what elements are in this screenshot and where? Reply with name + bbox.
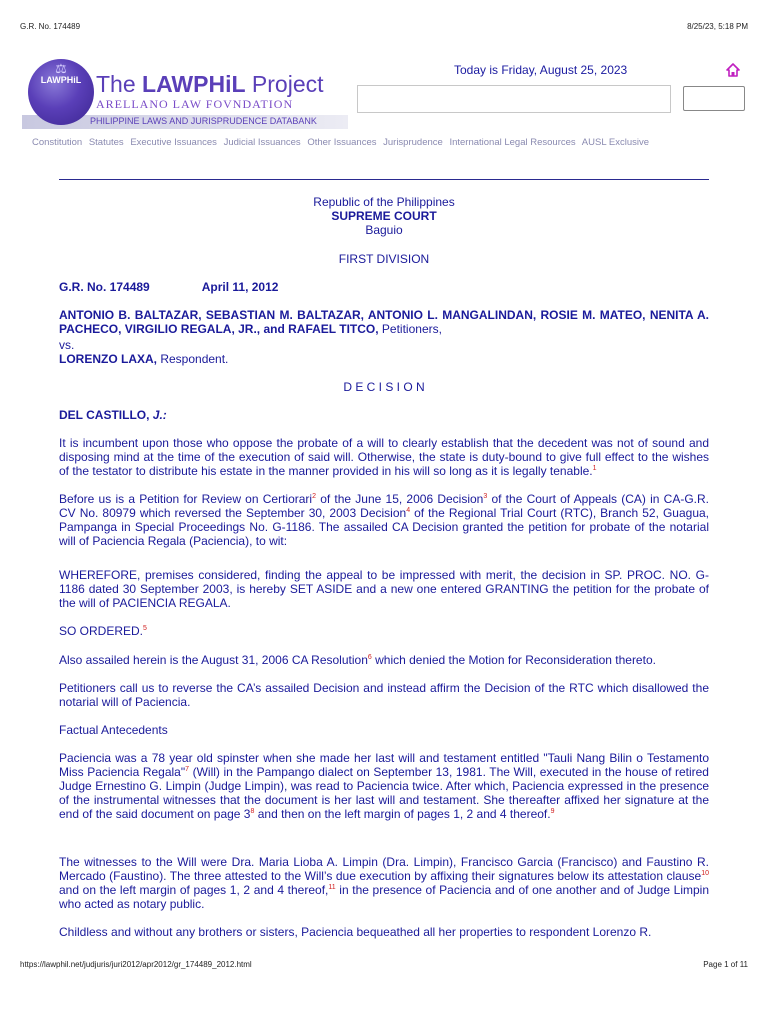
nav-item-executive-issuances[interactable]: Executive Issuances xyxy=(130,137,217,148)
section-heading-factual-antecedents: Factual Antecedents xyxy=(59,723,168,737)
paragraph-8 xyxy=(59,751,709,821)
footnote-ref-10[interactable]: 10 xyxy=(701,870,709,877)
print-header-title: G.R. No. 174489 xyxy=(20,22,81,31)
logo-subtitle: ARELLANO LAW FOVNDATION xyxy=(96,97,294,111)
paragraph-4 xyxy=(59,624,709,638)
paragraph-5-text-b: which denied the Motion for Reconsideration thereto. xyxy=(371,653,656,667)
paragraph-2-text-b: of the June 15, 2006 Decision xyxy=(316,492,484,506)
petitioners-names: ANTONIO B. BALTAZAR, SEBASTIAN M. BALTAZAR, ANTONIO L. MANGALINDAN, ROSIE M. MATEO, NENITA A. PACHECO, VIRGILIO REGALA, JR., and RAFAEL TITCO, xyxy=(59,308,709,336)
paragraph-1-text: It is incumbent upon those who oppose the probate of a will to clearly establish that the decedent was not of sound and disposing mind at the time of the execution of said will. Otherwise, the state is duty-bound to give full effect to the wishes of the testator to distribute his estate in the manner provided in his will so long as it is legally tenable. xyxy=(59,436,709,478)
scales-icon: ⚖ xyxy=(55,61,67,76)
petitioners-block xyxy=(59,308,709,336)
nav-item-other-issuances[interactable]: Other Issuances xyxy=(307,137,377,148)
footnote-ref-1[interactable]: 1 xyxy=(592,465,597,472)
print-header-datetime: 8/25/23, 5:18 PM xyxy=(687,22,748,31)
paragraph-3: WHEREFORE, premises considered, finding the appeal to be impressed with merit, the decision in SP. PROC. NO. G-1186 dated 30 September 2003, is hereby SET ASIDE and a new one entered GRANTING the petition for the probate of the will of PACIENCIA REGALA. xyxy=(59,568,709,610)
footnote-ref-6[interactable]: 6 xyxy=(367,654,372,661)
petitioners-role: Petitioners, xyxy=(378,322,442,336)
paragraph-8-text-b: (Will) in the Pampango dialect on September 13, 1981. The Will, executed in the house of retired Judge Ernestino G. Limpin (Judge Limpin), was read to Paciencia twice. After which, Paciencia expressed in the presence of the instrumental witnesses that the document is her last will and testament. She thereafter affixed her signature at the end of the said document on page 3 xyxy=(59,765,709,821)
paragraph-9-text-a: The witnesses to the Will were Dra. Maria Lioba A. Limpin (Dra. Limpin), Francisco Garcia (Francisco) and Faustino R. Mercado (Faustino). The three attested to the Will’s due execution by affixing their signatures below its attestation clause xyxy=(59,855,709,883)
paragraph-9-text-b: and on the left margin of pages 1, 2 and 4 thereof, xyxy=(59,883,329,897)
logo-title-post: Project xyxy=(245,71,324,97)
paragraph-4-text: SO ORDERED. xyxy=(59,624,144,638)
home-icon[interactable] xyxy=(726,63,740,77)
header-divider xyxy=(59,179,709,180)
respondent-name: LORENZO LAXA, xyxy=(59,352,157,366)
court-heading xyxy=(59,195,709,237)
footnote-ref-7[interactable]: 7 xyxy=(185,766,190,773)
nav-item-statutes[interactable]: Statutes xyxy=(88,137,124,148)
footnote-ref-9[interactable]: 9 xyxy=(550,808,555,815)
paragraph-8-text-c: and then on the left margin of pages 1, 2 and 4 thereof. xyxy=(254,807,551,821)
ponente-title: J.: xyxy=(149,408,167,422)
nav-item-constitution[interactable]: Constitution xyxy=(32,137,83,148)
logo-title xyxy=(96,71,324,98)
paragraph-9 xyxy=(59,855,709,911)
logo-title-bold: LAWPHiL xyxy=(142,71,246,97)
paragraph-6: Petitioners call us to reverse the CA’s assailed Decision and instead affirm the Decision of the RTC which disallowed the notarial will of Paciencia. xyxy=(59,681,709,709)
paragraph-8-text-a: Paciencia was a 78 year old spinster when she made her last will and testament entitled "Tauli Nang Bilin o Testamento Miss Paciencia Regala" xyxy=(59,751,709,779)
republic-line: Republic of the Philippines xyxy=(313,195,455,209)
paragraph-5 xyxy=(59,653,709,667)
versus: vs. xyxy=(59,338,75,352)
seal-icon xyxy=(28,59,94,125)
gr-number: G.R. No. 174489 xyxy=(59,280,150,294)
division-line: FIRST DIVISION xyxy=(338,252,430,266)
case-date: April 11, 2012 xyxy=(201,280,279,294)
paragraph-9-text-c: in the presence of Paciencia and of one another and of Judge Limpin who acted as notary public. xyxy=(59,883,710,911)
case-line xyxy=(59,280,709,294)
logo-title-pre: The xyxy=(96,71,143,97)
nav-item-judicial-issuances[interactable]: Judicial Issuances xyxy=(223,137,301,148)
print-footer-page: Page 1 of 11 xyxy=(703,960,748,969)
decision-heading: D E C I S I O N xyxy=(343,380,425,394)
paragraph-2-text-d: of the Regional Trial Court (RTC), Branch 52, Guagua, Pampanga in Special Proceedings No. G-1186. The assailed CA Decision granted the petition for probate of the notarial will of Paciencia Regala (Paciencia), to wit: xyxy=(59,506,709,548)
print-footer-url[interactable]: https://lawphil.net/judjuris/juri2012/apr2012/gr_174489_2012.html xyxy=(20,960,252,969)
today-date: Today is Friday, August 25, 2023 xyxy=(454,63,628,77)
nav-item-jurisprudence[interactable]: Jurisprudence xyxy=(383,137,443,148)
search-input[interactable] xyxy=(357,85,671,113)
lawphil-logo[interactable] xyxy=(22,55,348,135)
main-nav xyxy=(32,137,653,148)
respondent-role: Respondent. xyxy=(157,352,229,366)
nav-item-ausl-exclusive[interactable]: AUSL Exclusive xyxy=(581,137,650,148)
footnote-ref-4[interactable]: 4 xyxy=(406,507,411,514)
seal-text: LAWPHiL xyxy=(40,75,82,85)
nav-item-international-legal-resources[interactable]: International Legal Resources xyxy=(449,137,576,148)
paragraph-1 xyxy=(59,436,709,478)
court-name: SUPREME COURT xyxy=(331,209,437,223)
paragraph-10: Childless and without any brothers or sisters, Paciencia bequeathed all her properties to respondent Lorenzo R. xyxy=(59,925,652,939)
footnote-ref-11[interactable]: 11 xyxy=(328,884,336,891)
print-header xyxy=(20,22,748,31)
search-button[interactable] xyxy=(683,86,745,111)
court-city: Baguio xyxy=(365,223,403,237)
ponente-line xyxy=(59,408,709,422)
footnote-ref-3[interactable]: 3 xyxy=(483,493,488,500)
logo-band-text: PHILIPPINE LAWS AND JURISPRUDENCE DATABANK xyxy=(90,116,317,126)
print-footer xyxy=(20,960,748,969)
paragraph-2-text-c: of the Court of Appeals (CA) in CA-G.R. CV No. 80979 which reversed the September 30, 2003 Decision xyxy=(59,492,709,520)
footnote-ref-2[interactable]: 2 xyxy=(312,493,316,500)
paragraph-2-text-a: Before us is a Petition for Review on Certiorari xyxy=(59,492,313,506)
paragraph-5-text-a: Also assailed herein is the August 31, 2006 CA Resolution xyxy=(59,653,368,667)
paragraph-2 xyxy=(59,492,709,548)
respondent-line xyxy=(59,352,709,366)
footnote-ref-8[interactable]: 8 xyxy=(250,808,255,815)
footnote-ref-5[interactable]: 5 xyxy=(143,625,147,632)
ponente-name: DEL CASTILLO, xyxy=(59,408,150,422)
